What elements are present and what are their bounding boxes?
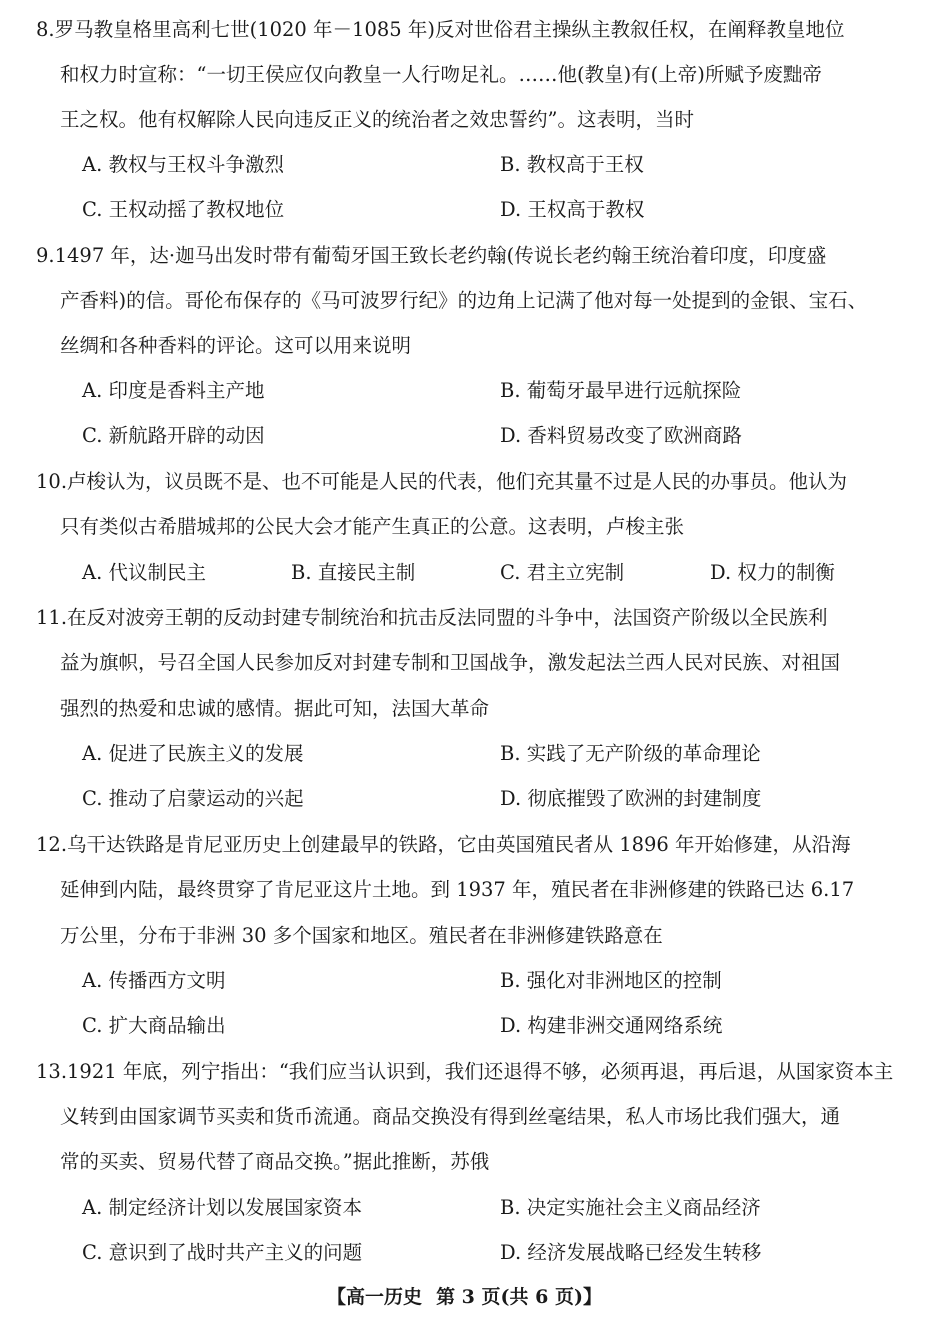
footer-subject: 【高一历史	[327, 1286, 423, 1308]
page-footer	[0, 1283, 929, 1311]
option-a[interactable]: A. 传播西方文明	[82, 969, 226, 992]
option-c[interactable]: C. 王权动摇了教权地位	[82, 198, 285, 221]
question-stem-line: 10.卢梭认为，议员既不是、也不可能是人民的代表，他们充其量不过是人民的办事员。他认为	[36, 470, 848, 493]
option-d[interactable]: D. 王权高于教权	[500, 198, 645, 221]
option-c[interactable]: C. 推动了启蒙运动的兴起	[82, 787, 304, 810]
option-d[interactable]: D. 彻底摧毁了欧洲的封建制度	[500, 787, 762, 810]
option-b[interactable]: B. 实践了无产阶级的革命理论	[500, 742, 761, 765]
option-b[interactable]: B. 教权高于王权	[500, 153, 644, 176]
option-a[interactable]: A. 促进了民族主义的发展	[82, 742, 304, 765]
question-stem-line: 常的买卖、贸易代替了商品交换。”据此推断，苏俄	[60, 1150, 490, 1173]
question-stem-line: 王之权。他有权解除人民向违反正义的统治者之效忠誓约”。这表明，当时	[60, 108, 694, 131]
option-d[interactable]: D. 构建非洲交通网络系统	[500, 1014, 723, 1037]
footer-page-number: 第 3 页(共 6 页)】	[436, 1286, 602, 1308]
question-stem-line: 8.罗马教皇格里高利七世(1020 年－1085 年)反对世俗君主操纵主教叙任权，在阐释教皇地位	[36, 18, 845, 41]
question-stem-line: 13.1921 年底，列宁指出：“我们应当认识到，我们还退得不够，必须再退，再后退，从国家资本主	[36, 1060, 894, 1083]
question-stem-line: 12.乌干达铁路是肯尼亚历史上创建最早的铁路，它由英国殖民者从 1896 年开始修建，从沿海	[36, 833, 851, 856]
option-c[interactable]: C. 新航路开辟的动因	[82, 424, 265, 447]
question-stem-line: 义转到由国家调节买卖和货币流通。商品交换没有得到丝毫结果，私人市场比我们强大，通	[60, 1105, 841, 1128]
question-stem-line: 和权力时宣称：“一切王侯应仅向教皇一人行吻足礼。……他(教皇)有(上帝)所赋予废黜帝	[60, 63, 822, 86]
option-d[interactable]: D. 经济发展战略已经发生转移	[500, 1241, 762, 1264]
option-b[interactable]: B. 直接民主制	[291, 561, 416, 584]
option-c[interactable]: C. 君主立宪制	[500, 561, 625, 584]
option-a[interactable]: A. 印度是香料主产地	[82, 379, 265, 402]
question-stem-line: 产香料)的信。哥伦布保存的《马可波罗行纪》的边角上记满了他对每一处提到的金银、宝石、	[60, 289, 868, 312]
option-a[interactable]: A. 制定经济计划以发展国家资本	[82, 1196, 362, 1219]
question-stem-line: 只有类似古希腊城邦的公民大会才能产生真正的公意。这表明，卢梭主张	[60, 515, 685, 538]
option-d[interactable]: D. 香料贸易改变了欧洲商路	[500, 424, 742, 447]
question-stem-line: 强烈的热爱和忠诚的感情。据此可知，法国大革命	[60, 697, 490, 720]
option-b[interactable]: B. 决定实施社会主义商品经济	[500, 1196, 761, 1219]
option-a[interactable]: A. 代议制民主	[82, 561, 206, 584]
option-c[interactable]: C. 扩大商品输出	[82, 1014, 226, 1037]
option-a[interactable]: A. 教权与王权斗争激烈	[82, 153, 284, 176]
question-stem-line: 益为旗帜，号召全国人民参加反对封建专制和卫国战争，激发起法兰西人民对民族、对祖国	[60, 651, 841, 674]
option-c[interactable]: C. 意识到了战时共产主义的问题	[82, 1241, 363, 1264]
question-stem-line: 延伸到内陆，最终贯穿了肯尼亚这片土地。到 1937 年，殖民者在非洲修建的铁路已达 6.17	[60, 878, 855, 901]
option-d[interactable]: D. 权力的制衡	[710, 561, 835, 584]
question-stem-line: 9.1497 年，达·迦马出发时带有葡萄牙国王致长老约翰(传说长老约翰王统治着印度，印度盛	[36, 244, 827, 267]
question-stem-line: 万公里，分布于非洲 30 多个国家和地区。殖民者在非洲修建铁路意在	[60, 924, 663, 947]
option-b[interactable]: B. 葡萄牙最早进行远航探险	[500, 379, 742, 402]
question-stem-line: 11.在反对波旁王朝的反动封建专制统治和抗击反法同盟的斗争中，法国资产阶级以全民族利	[36, 606, 828, 629]
question-stem-line: 丝绸和各种香料的评论。这可以用来说明	[60, 334, 412, 357]
option-b[interactable]: B. 强化对非洲地区的控制	[500, 969, 722, 992]
